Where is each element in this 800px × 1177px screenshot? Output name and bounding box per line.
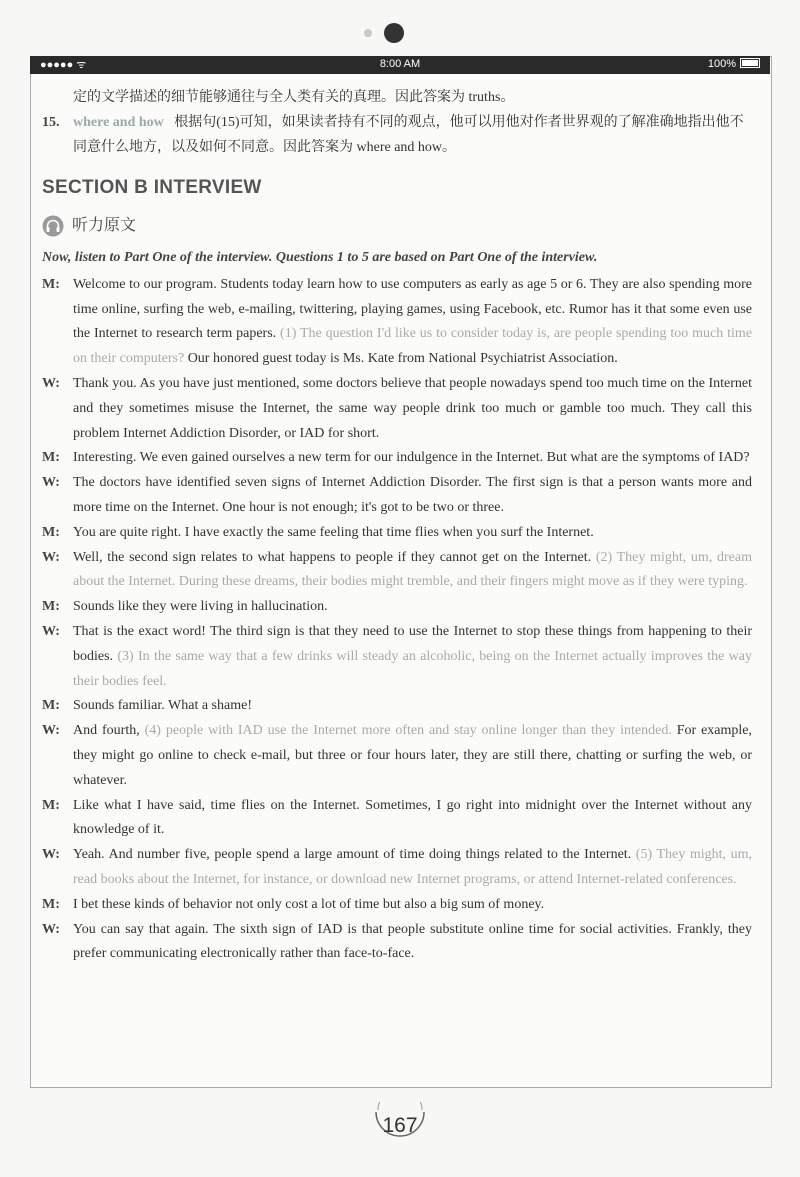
- dialogue-text: Our honored guest today is Ms. Kate from National Psychiatrist Association.: [184, 351, 618, 367]
- listening-header: [42, 213, 752, 238]
- dialogue-turn: [42, 719, 752, 793]
- speaker-label: M:: [42, 698, 60, 714]
- speaker-label: M:: [42, 797, 60, 813]
- dialogue-text: The doctors have identified seven signs of Internet Addiction Disorder. The first sign is that a person wants more and more time on the Internet. One hour is not enough; it's got to be two or three.: [73, 475, 752, 515]
- dialogue-text: That is the exact word! The third sign is that they need to use the Internet to stop these things from happening to their bodies.: [73, 623, 752, 664]
- dialogue-text: Yeah. And number five, people spend a large amount of time doing things related to the Internet.: [73, 847, 636, 863]
- signal-icon: ●●●●● ᯤ: [40, 59, 87, 71]
- answer-highlight: (2) They might, um, dream about the Internet. During these dreams, their bodies might tremble, and their fingers might move as if they were typing.: [73, 549, 753, 590]
- headphone-icon: [42, 215, 64, 237]
- item14-tail: 定的文学描述的细节能够通往与全人类有关的真理。因此答案为 truths。: [73, 90, 515, 105]
- speaker-label: W:: [42, 549, 60, 565]
- dialogue-turn: [42, 372, 752, 446]
- dialogue-turn: [42, 595, 752, 620]
- dialogue-text: Like what I have said, time flies on the Internet. Sometimes, I go right into midnight over the Internet without any knowledge of it.: [73, 797, 752, 838]
- dialogue: [42, 273, 752, 967]
- section-title: SECTION B INTERVIEW: [42, 177, 262, 199]
- dialogue-turn: [42, 273, 752, 372]
- page-number-text: 167: [382, 1114, 418, 1137]
- page-indicator: [0, 22, 800, 44]
- item-15-number: 15.: [42, 114, 60, 130]
- dialogue-text: I bet these kinds of behavior not only cost a lot of time but also a big sum of money.: [73, 896, 545, 912]
- speaker-label: W:: [42, 847, 60, 863]
- speaker-label: M:: [42, 276, 60, 292]
- battery-icon: [740, 58, 760, 68]
- page-dot-active[interactable]: [384, 23, 404, 43]
- dialogue-turn: [42, 694, 752, 719]
- speaker-label: M:: [42, 450, 60, 466]
- page-dot-inactive[interactable]: [364, 29, 372, 37]
- speaker-label: M:: [42, 896, 60, 912]
- battery-status: [708, 58, 760, 70]
- dialogue-turn: [42, 521, 752, 546]
- speaker-label: M:: [42, 524, 60, 540]
- dialogue-text: Well, the second sign relates to what happens to people if they cannot get on the Internet.: [73, 549, 596, 565]
- speaker-label: M:: [42, 599, 60, 615]
- answer-highlight: (3) In the same way that a few drinks will steady an alcoholic, being on the Internet actually improves the way their bodies feel.: [73, 648, 752, 689]
- dialogue-text: Sounds like they were living in hallucination.: [73, 599, 328, 615]
- dialogue-text: For example, they might go online to check e-mail, but three or four hours later, they are still there, chatting or surfing the web, or whatever.: [73, 723, 753, 788]
- dialogue-turn: [42, 794, 752, 844]
- answer-highlight: (4) people with IAD use the Internet more often and stay online longer than they intended.: [144, 723, 672, 739]
- dialogue-text: Thank you. As you have just mentioned, some doctors believe that people nowadays spend too much time on the Internet and they sometimes misuse the Internet, the same way people drink too much or gamble too much. They call this problem Internet Addiction Disorder, or IAD for short.: [73, 375, 752, 441]
- listening-label: 听力原文: [72, 215, 137, 235]
- dialogue-turn: [42, 893, 752, 918]
- dialogue-turn: [42, 620, 752, 694]
- instruction: Now, listen to Part One of the interview. Questions 1 to 5 are based on Part One of the interview.: [42, 249, 598, 265]
- item-15: [42, 111, 752, 161]
- page-number: [372, 1100, 428, 1152]
- dialogue-text: You are quite right. I have exactly the same feeling that time flies when you surf the Internet.: [73, 524, 594, 540]
- page-content: [42, 86, 752, 967]
- speaker-label: W:: [42, 723, 60, 739]
- dialogue-turn: [42, 446, 752, 471]
- answer-highlight: (1) The question I'd like us to consider today is, are people spending too much time on their computers?: [73, 326, 752, 367]
- battery-percent: 100%: [707, 58, 736, 70]
- dialogue-turn: [42, 918, 752, 968]
- speaker-label: W:: [42, 375, 60, 391]
- dialogue-text: Interesting. We even gained ourselves a new term for our indulgence in the Internet. But what are the symptoms of IAD?: [73, 450, 750, 466]
- dialogue-text: Welcome to our program. Students today learn how to use computers as early as age 5 or 6. They are also spending more time online, surfing the web, e-mailing, twittering, playing games, using Facebook, etc. Rumor has it that some even use the Internet to research term papers.: [73, 276, 752, 342]
- answer-highlight: (5) They might, um, read books about the Internet, for instance, or download new Internet programs, or attend Internet-related conferences.: [73, 847, 752, 887]
- speaker-label: W:: [42, 475, 60, 491]
- dialogue-turn: [42, 843, 752, 893]
- dialogue-turn: [42, 471, 752, 521]
- speaker-label: W:: [42, 623, 60, 639]
- dialogue-text: Sounds familiar. What a shame!: [73, 698, 252, 714]
- item-15-explanation: 根据句(15)可知，如果读者持有不同的观点，他可以用他对作者世界观的了解准确地指出他不同意什么地方，以及如何不同意。因此答案为 where and how。: [73, 114, 744, 155]
- dialogue-turn: [42, 546, 752, 596]
- dialogue-text: And fourth,: [73, 723, 145, 739]
- status-time: 8:00 AM: [379, 58, 421, 70]
- speaker-label: W:: [42, 921, 60, 937]
- item-15-answer: where and how: [73, 114, 164, 130]
- status-bar: [30, 56, 770, 74]
- dialogue-text: You can say that again. The sixth sign of IAD is that people substitute online time for social activities. Frankly, they prefer communicating electronically rather than face-to-face.: [73, 921, 752, 962]
